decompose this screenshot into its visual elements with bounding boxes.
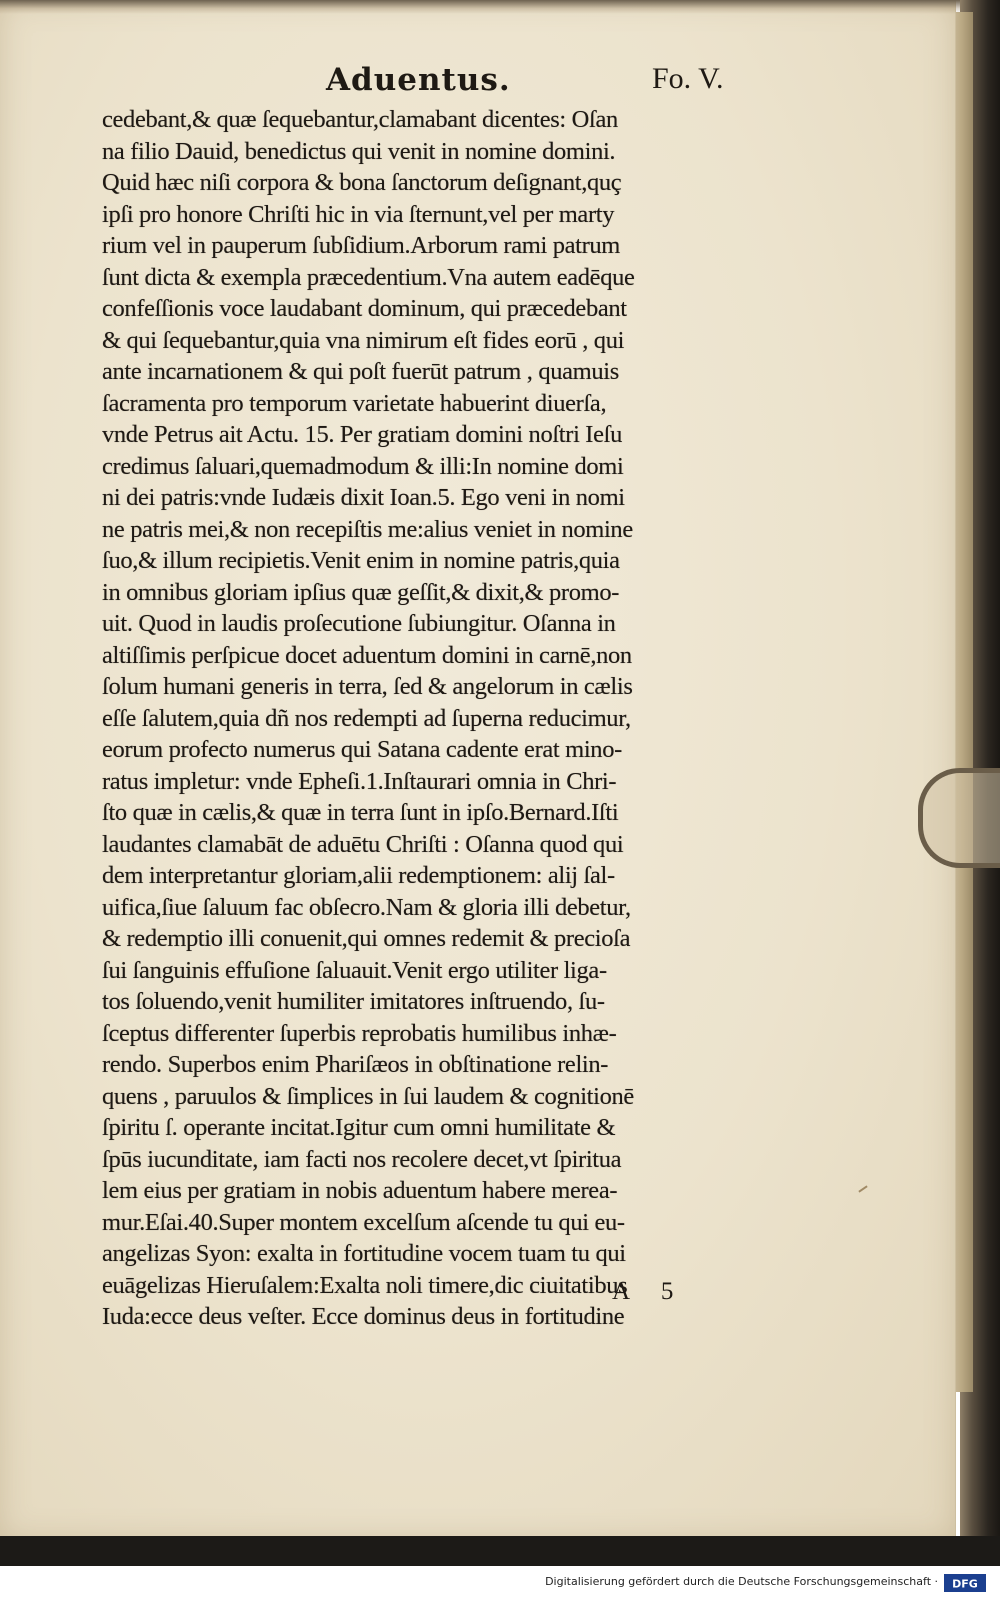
text-line: ſceptus differenter ſuperbis reprobatis humilibus inhæ- xyxy=(102,1019,617,1047)
text-line: Iuda:ecce deus veſter. Ecce dominus deus in fortitudine xyxy=(102,1303,625,1330)
text-line: tos ſoluendo,venit humiliter imitatores inſtruendo, ſu- xyxy=(102,988,605,1015)
text-line: ſpiritu ſ. operante incitat.Igitur cum omni humilitate & xyxy=(102,1114,616,1141)
text-line: confeſſionis voce laudabant dominum, qui præcedebant xyxy=(102,295,627,322)
text-line: ante incarnationem & qui poſt fuerūt patrum , quamuis xyxy=(102,358,619,385)
text-line: angelizas Syon: exalta in fortitudine vocem tuam tu qui xyxy=(102,1240,626,1267)
text-line: cedebant,& quæ ſequebantur,clamabant dicentes: Oſan xyxy=(102,106,618,133)
text-line: ſunt dicta & exempla præcedentium.Vna autem eadēque xyxy=(102,263,635,291)
text-line: lem eius per gratiam in nobis aduentum habere merea- xyxy=(102,1177,618,1204)
svg-text:DFG: DFG xyxy=(952,1577,978,1591)
running-head-title: Aduentus. xyxy=(326,62,511,98)
text-line: & redemptio illi conuenit,qui omnes redemit & precioſa xyxy=(102,925,631,952)
footer-credit: Digitalisierung gefördert durch die Deutsche Forschungsgemeinschaft · xyxy=(545,1575,938,1588)
text-line: laudantes clamabāt de aduētu Chriſti : Oſanna quod qui xyxy=(102,830,624,858)
text-line: in omnibus gloriam ipſius quæ geſſit,& dixit,& promo- xyxy=(102,578,620,606)
text-line: quens , paruulos & ſimplices in ſui laudem & cognitionē xyxy=(102,1082,634,1110)
text-line: na filio Dauid, benedictus qui venit in nomine domini. xyxy=(102,137,616,165)
signature-mark: A 5 xyxy=(612,1278,674,1305)
scanner-background xyxy=(0,1536,1000,1566)
text-line: ſui ſanguinis effuſione ſaluauit.Venit ergo utiliter liga- xyxy=(102,956,607,984)
text-line: & qui ſequebantur,quia vna nimirum eſt fides eorū , qui xyxy=(102,326,625,354)
clasp-loop xyxy=(918,768,1000,868)
text-line: ſuo,& illum recipietis.Venit enim in nomine patris,quia xyxy=(102,547,620,574)
text-line: Quid hæc niſi corpora & bona ſanctorum deſignant,quç xyxy=(102,169,622,196)
top-shadow xyxy=(0,0,960,14)
text-line: ni dei patris:vnde Iudæis dixit Ioan.5. Ego veni in nomi xyxy=(102,484,625,511)
text-line: ſto quæ in cælis,& quæ in terra ſunt in ipſo.Bernard.Iſti xyxy=(102,799,619,826)
text-line: rium vel in pauperum ſubſidium.Arborum rami patrum xyxy=(102,232,620,259)
text-line: euāgelizas Hieruſalem:Exalta noli timere,dic ciuitatibus xyxy=(102,1271,628,1299)
dfg-logo xyxy=(944,1572,986,1594)
text-line: altiſſimis perſpicue docet aduentum domini in carnē,non xyxy=(102,641,632,669)
text-line: rendo. Superbos enim Phariſæos in obſtinatione relin- xyxy=(102,1051,609,1078)
text-line: uit. Quod in laudis proſecutione ſubiungitur. Oſanna in xyxy=(102,610,616,637)
text-line: ne patris mei,& non recepiſtis me:alius veniet in nomine xyxy=(102,515,633,543)
text-line: ſpūs iucunditate, iam facti nos recolere decet,vt ſpiritua xyxy=(102,1145,622,1173)
text-line: ſolum humani generis in terra, ſed & angelorum in cælis xyxy=(102,673,633,700)
digitization-footer xyxy=(0,1566,1000,1601)
folio-number: Fo. V. xyxy=(652,62,724,95)
body-text xyxy=(102,104,792,1333)
text-line: eſſe ſalutem,quia dñ nos redempti ad ſuperna reducimur, xyxy=(102,704,631,732)
text-line: ratus impletur: vnde Epheſi.1.Inſtaurari omnia in Chri- xyxy=(102,767,617,795)
text-line: ſacramenta pro temporum varietate habuerint diuerſa, xyxy=(102,389,607,417)
text-line: mur.Eſai.40.Super montem excelſum aſcende tu qui eu- xyxy=(102,1208,625,1236)
text-line: eorum profecto numerus qui Satana cadente erat mino- xyxy=(102,736,622,763)
text-line: vnde Petrus ait Actu. 15. Per gratiam domini noſtri Ieſu xyxy=(102,421,622,448)
text-line: credimus ſaluari,quemadmodum & illi:In nomine domi xyxy=(102,452,624,480)
text-line: dem interpretantur gloriam,alii redemptionem: alij ſal- xyxy=(102,862,615,889)
text-line: uifica,ſiue ſaluum fac obſecro.Nam & gloria illi debetur, xyxy=(102,893,631,921)
text-line: ipſi pro honore Chriſti hic in via ſternunt,vel per marty xyxy=(102,200,615,228)
